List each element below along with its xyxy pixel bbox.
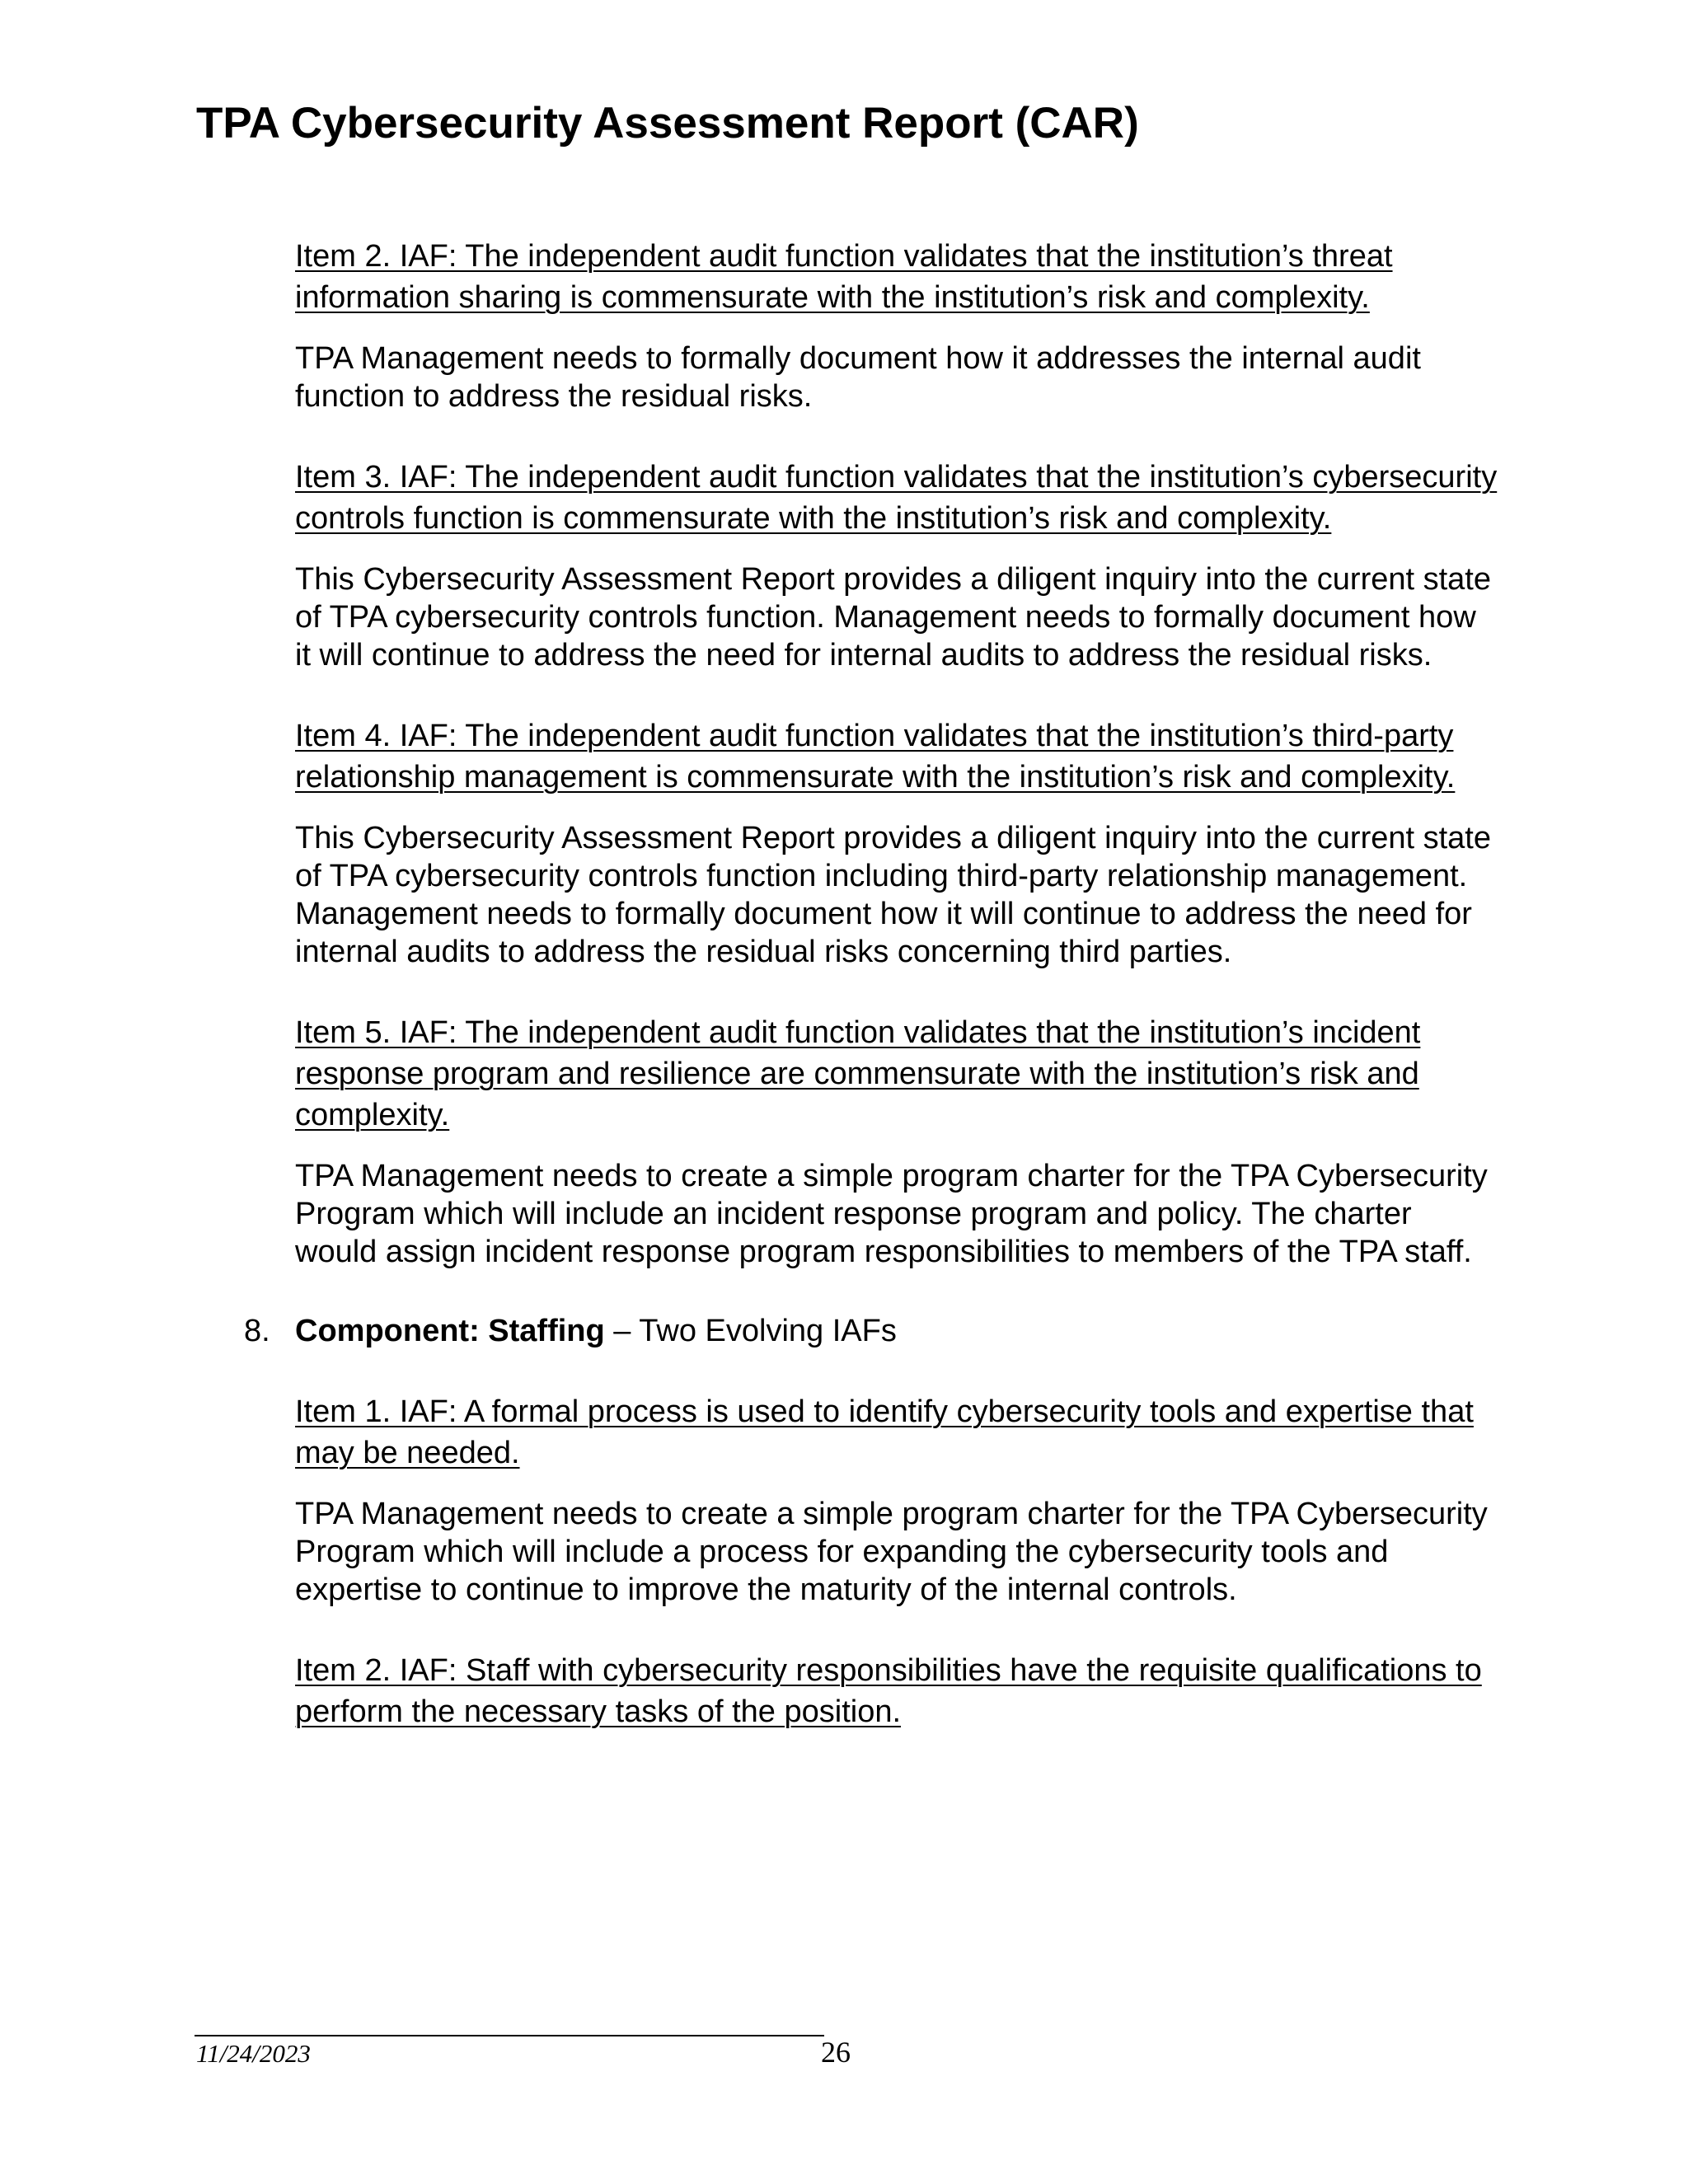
report-content <box>244 236 1498 1754</box>
footer-date: 11/24/2023 <box>196 2039 311 2068</box>
item-body: This Cybersecurity Assessment Report provides a diligent inquiry into the current state of TPA cybersecurity controls function including third-party relationship management. Management needs to formally document how it will continue to address the need for internal audits to address the residual risks concerning third parties. <box>295 821 1491 969</box>
item-heading: Item 2. IAF: Staff with cybersecurity responsibilities have the requisite qualifications to perform the necessary tasks of the position. <box>295 1653 1482 1729</box>
component-number: 8. <box>244 1314 270 1348</box>
component-label: Component: Staffing <box>295 1314 605 1348</box>
item-body: TPA Management needs to create a simple program charter for the TPA Cybersecurity Program which will include a process for expanding the cybersecurity tools and expertise to continue to improve the maturity of the internal controls. <box>295 1497 1488 1607</box>
item-heading: Item 5. IAF: The independent audit function validates that the institution’s incident response program and resilience are commensurate with the institution’s risk and complexity. <box>295 1015 1421 1132</box>
item-body: TPA Management needs to formally document how it addresses the internal audit function to address the residual risks. <box>295 341 1421 414</box>
item-body: TPA Management needs to create a simple program charter for the TPA Cybersecurity Program which will include an incident response program and policy. The charter would assign incident response program responsibilities to members of the TPA staff. <box>295 1159 1488 1269</box>
item-heading: Item 2. IAF: The independent audit function validates that the institution’s threat information sharing is commensurate with the institution’s risk and complexity. <box>295 239 1393 315</box>
item-heading: Item 4. IAF: The independent audit function validates that the institution’s third-party relationship management is commensurate with the institution’s risk and complexity. <box>295 719 1456 794</box>
component-staffing <box>244 1312 1498 1350</box>
footer-divider <box>195 2035 824 2036</box>
item-heading: Item 1. IAF: A formal process is used to identify cybersecurity tools and expertise that may be needed. <box>295 1394 1474 1470</box>
component-description: – Two Evolving IAFs <box>604 1314 897 1348</box>
item-heading: Item 3. IAF: The independent audit function validates that the institution’s cybersecurity controls function is commensurate with the institution’s risk and complexity. <box>295 460 1498 536</box>
item-body: This Cybersecurity Assessment Report provides a diligent inquiry into the current state of TPA cybersecurity controls function. Management needs to formally document how it will continue to address the need for internal audits to address the residual risks. <box>295 562 1491 673</box>
page-number: 26 <box>821 2036 851 2069</box>
page-title: TPA Cybersecurity Assessment Report (CAR) <box>196 99 1139 148</box>
